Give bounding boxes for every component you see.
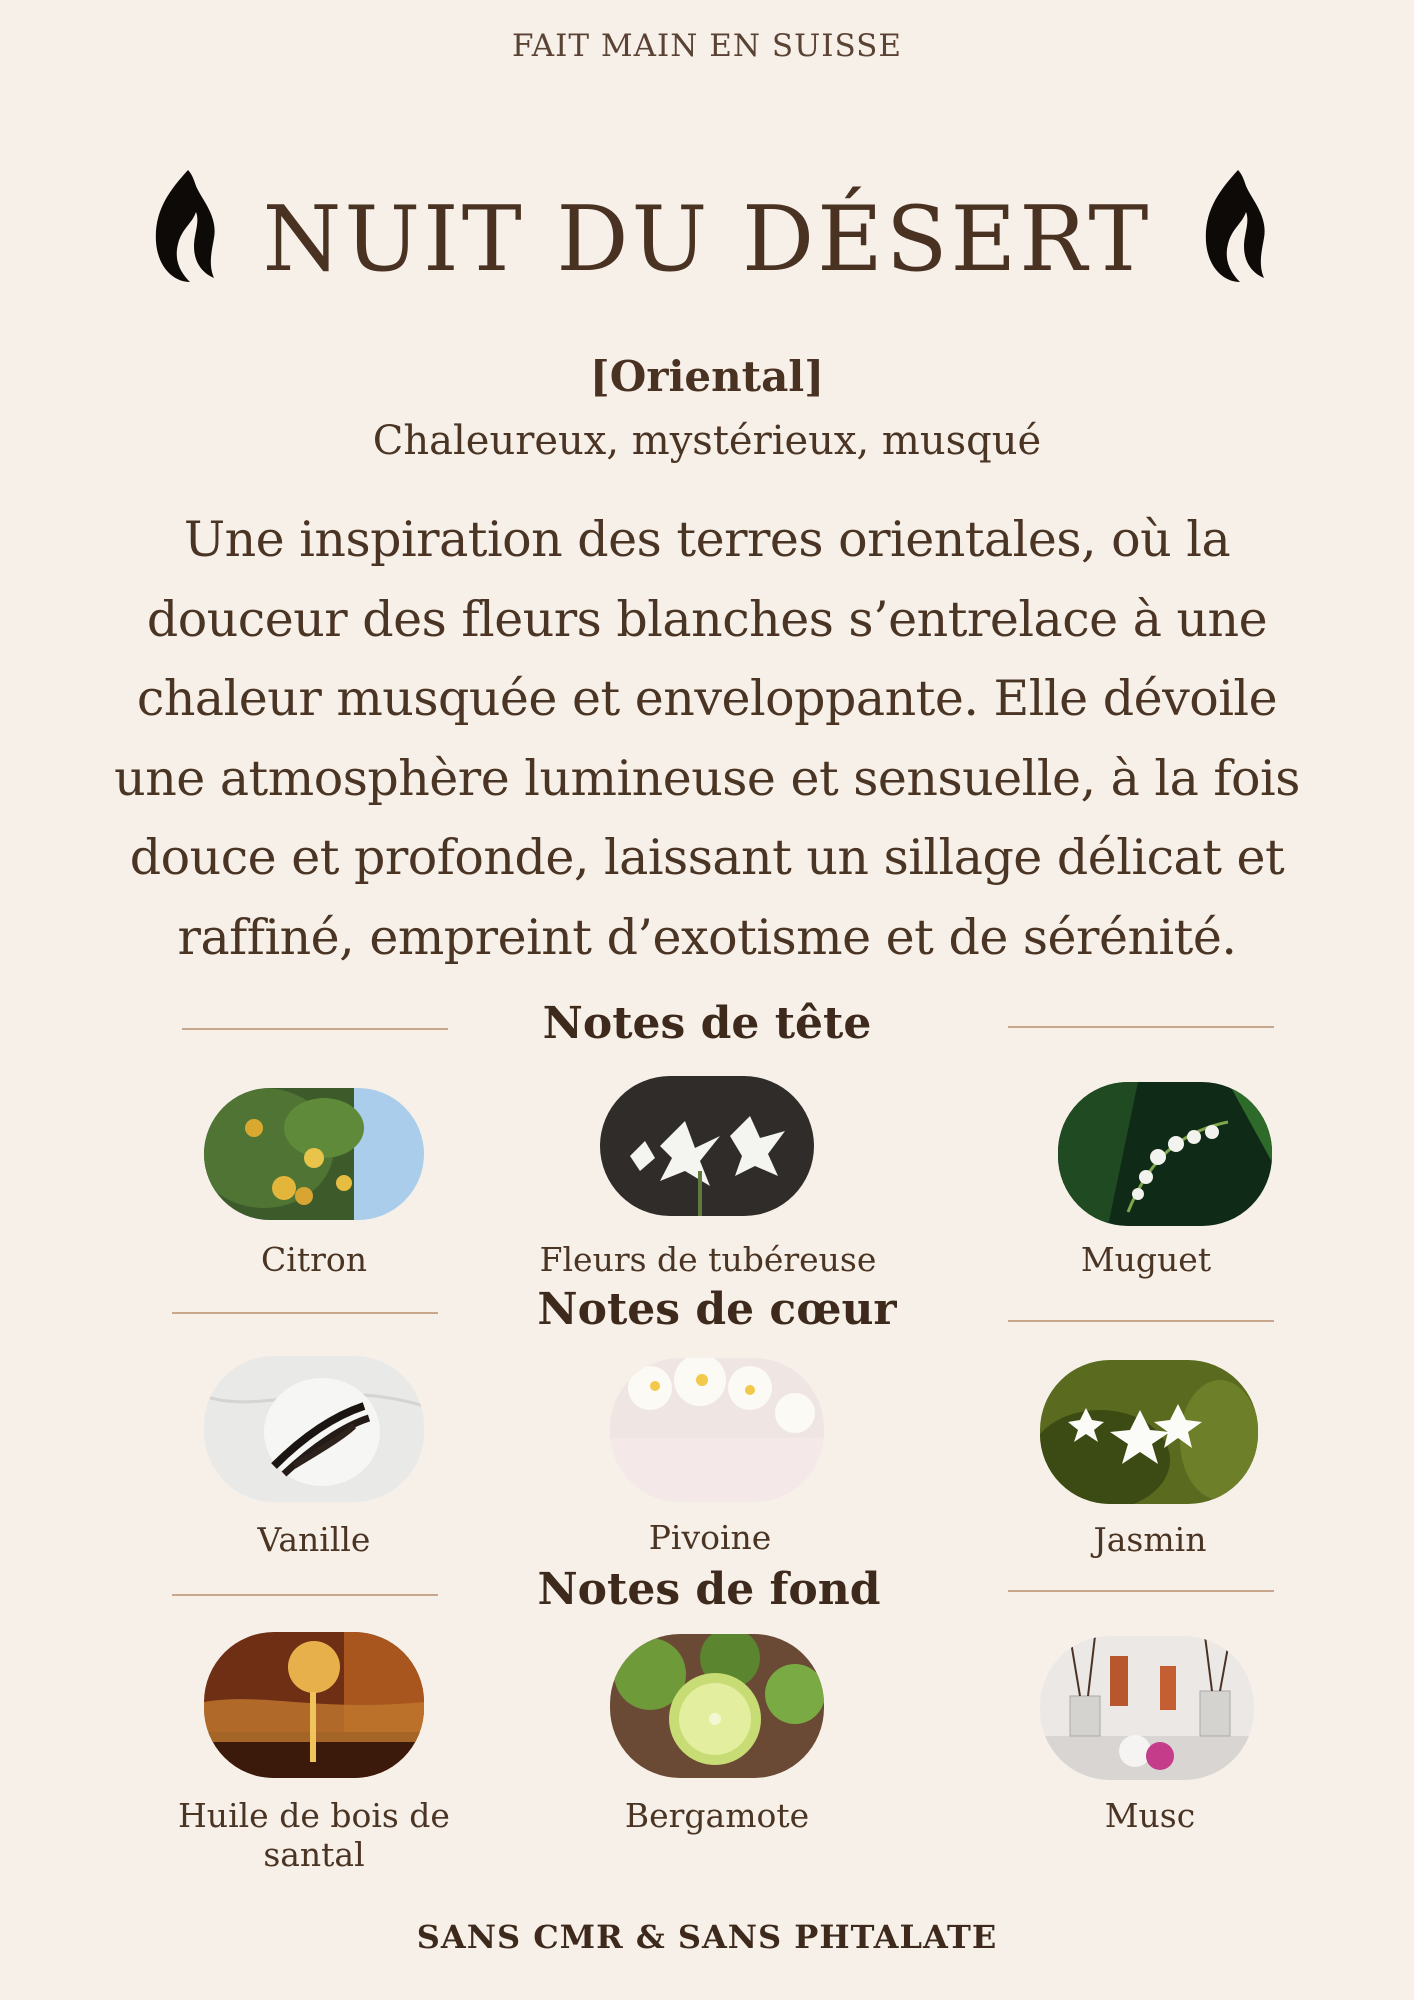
note-label: Musc <box>1104 1796 1196 1835</box>
white-peony-image <box>610 1358 824 1502</box>
divider-line <box>1008 1590 1274 1592</box>
musk-diffusers-image <box>1040 1636 1254 1780</box>
footer-notice: SANS CMR & SANS PHTALATE <box>416 1918 998 1956</box>
divider-line <box>172 1312 438 1314</box>
divider-line <box>172 1594 438 1596</box>
fragrance-description: Une inspiration des terres orientales, où la douceur des fleurs blanches s’entrelace à une chaleur musquée et enveloppante. Elle dévoile une atmosphère lumineuse et sensuelle, à la fois douce et profonde, laissant un sillage délicat et raffiné, empreint d’exotisme et de sérénité. <box>114 511 1300 966</box>
vanilla-pods-image <box>204 1356 424 1502</box>
fragrance-family: [Oriental] <box>589 352 825 401</box>
note-label: Muguet <box>1080 1240 1212 1279</box>
bergamot-fruit-image <box>610 1634 824 1778</box>
fragrance-mood: Chaleureux, mystérieux, musqué <box>372 418 1042 464</box>
sandalwood-oil-image <box>204 1632 424 1778</box>
note-label: Huile de bois de santal <box>178 1796 450 1874</box>
jasmine-flowers-image <box>1040 1360 1258 1504</box>
note-label: Bergamote <box>624 1796 810 1835</box>
note-label: Citron <box>261 1240 367 1279</box>
tagline: FAIT MAIN EN SUISSE <box>511 28 903 64</box>
lily-of-the-valley-image <box>1058 1082 1272 1226</box>
product-title: NUIT DU DÉSERT <box>262 187 1152 292</box>
section-title-top-notes: Notes de tête <box>542 998 872 1049</box>
tuberose-flowers-image <box>600 1076 814 1216</box>
divider-line <box>1008 1320 1274 1322</box>
divider-line <box>182 1028 448 1030</box>
note-label: Fleurs de tubéreuse <box>539 1240 877 1279</box>
note-label: Vanille <box>257 1520 371 1559</box>
lemon-tree-image <box>204 1088 424 1220</box>
section-title-heart-notes: Notes de cœur <box>537 1284 897 1335</box>
note-label: Jasmin <box>1093 1520 1207 1559</box>
note-label: Pivoine <box>648 1518 772 1557</box>
section-title-base-notes: Notes de fond <box>537 1564 881 1615</box>
divider-line <box>1008 1026 1274 1028</box>
